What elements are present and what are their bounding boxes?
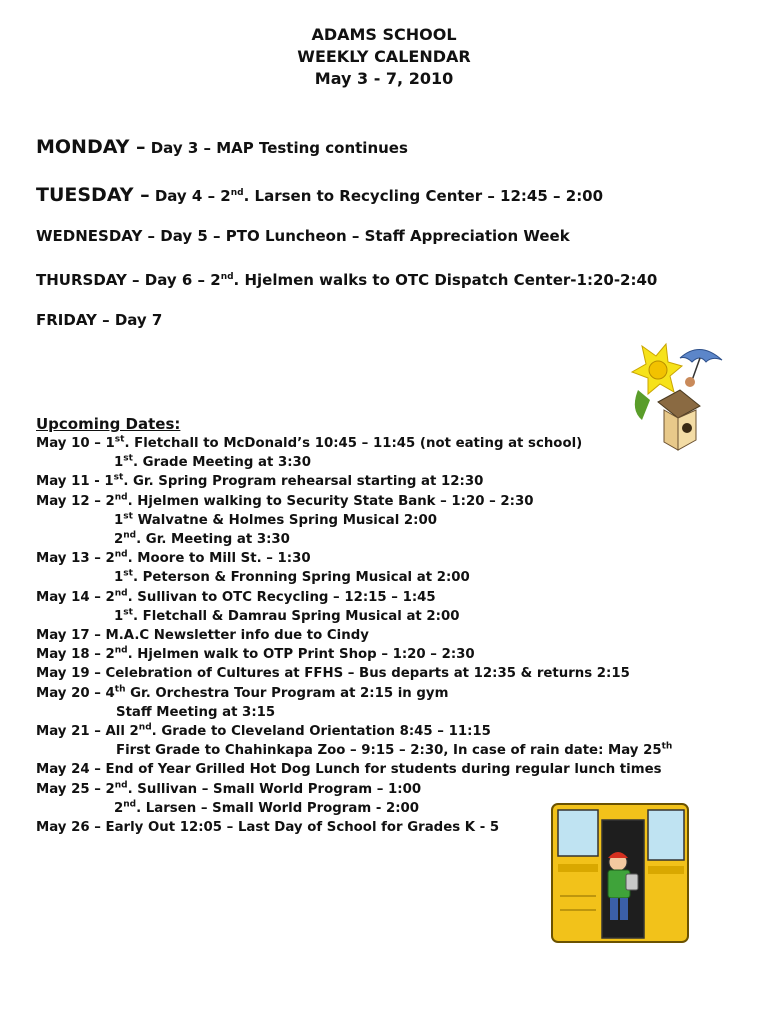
day-text: Day 4 – 2 (149, 187, 231, 205)
bus-window-left (558, 810, 598, 856)
ordinal-suffix: nd (220, 272, 234, 282)
list-item: May 18 – 2nd. Hjelmen walk to OTP Print Shop – 1:20 – 2:30 (36, 645, 475, 663)
day-text: Day 6 – 2 (139, 271, 221, 289)
day-text: Day 5 – PTO Luncheon – Staff Appreciation Week (155, 227, 570, 245)
calendar-dates: May 3 - 7, 2010 (314, 69, 454, 88)
day-thursday (36, 271, 657, 289)
day-name: TUESDAY – (36, 184, 150, 206)
day-text-rest: . Larsen to Recycling Center – 12:45 – 2:00 (243, 187, 604, 205)
upcoming-dates-heading: Upcoming Dates: (36, 415, 181, 433)
day-monday (36, 136, 408, 158)
day-name: FRIDAY – (36, 311, 110, 329)
list-item: May 25 – 2nd. Sullivan – Small World Program – 1:00 (36, 780, 422, 797)
day-wednesday (36, 227, 570, 245)
calendar-title: WEEKLY CALENDAR (297, 47, 471, 66)
list-item: 1st Walvatne & Holmes Spring Musical 2:00 (114, 511, 437, 528)
day-tuesday (36, 184, 603, 206)
list-item: 1st. Fletchall & Damrau Spring Musical at 2:00 (114, 607, 460, 624)
day-friday (36, 311, 162, 329)
list-item: 1st. Grade Meeting at 3:30 (114, 453, 312, 471)
list-item: May 19 – Celebration of Cultures at FFHS – Bus departs at 12:35 & returns 2:15 (36, 666, 630, 682)
day-name: MONDAY – (36, 136, 146, 158)
list-item: May 13 – 2nd. Moore to Mill St. – 1:30 (36, 549, 311, 567)
list-item: 2nd. Larsen – Small World Program - 2:00 (114, 799, 420, 816)
ordinal-suffix: nd (230, 188, 244, 198)
day-text: Day 3 – MAP Testing continues (145, 139, 408, 157)
list-item: May 21 – All 2nd. Grade to Cleveland Orientation 8:45 – 11:15 (36, 722, 491, 740)
list-item: May 10 – 1st. Fletchall to McDonald’s 10:45 – 11:45 (not eating at school) (36, 434, 583, 451)
day-name: WEDNESDAY – (36, 227, 156, 245)
school-bus-illustration (550, 800, 692, 946)
list-item: May 11 - 1st. Gr. Spring Program rehearsal starting at 12:30 (36, 472, 484, 490)
day-text-rest: . Hjelmen walks to OTC Dispatch Center-1:20-2:40 (233, 271, 658, 289)
list-item: May 24 – End of Year Grilled Hot Dog Lunch for students during regular lunch times (36, 762, 662, 778)
list-item: 2nd. Gr. Meeting at 3:30 (114, 530, 290, 548)
list-item: May 20 – 4th Gr. Orchestra Tour Program at 2:15 in gym (36, 684, 449, 701)
calendar-header (0, 24, 768, 90)
list-item: May 26 – Early Out 12:05 – Last Day of School for Grades K - 5 (36, 820, 500, 836)
list-item: May 17 – M.A.C Newsletter info due to Cindy (36, 628, 369, 644)
list-item: Staff Meeting at 3:15 (116, 704, 276, 720)
list-item: First Grade to Chahinkapa Zoo – 9:15 – 2:30, In case of rain date: May 25th (116, 741, 673, 759)
umbrella (680, 349, 722, 387)
list-item: 1st. Peterson & Fronning Spring Musical at 2:00 (114, 569, 470, 586)
list-item: May 14 – 2nd. Sullivan to OTC Recycling – 12:15 – 1:45 (36, 588, 436, 605)
day-name: THURSDAY – (36, 271, 140, 289)
list-item: May 12 – 2nd. Hjelmen walking to Security State Bank – 1:20 – 2:30 (36, 492, 534, 509)
upcoming-dates-section (36, 414, 672, 837)
school-name: ADAMS SCHOOL (311, 25, 457, 44)
bus-window-right (648, 810, 684, 860)
day-text: Day 7 (109, 311, 163, 329)
